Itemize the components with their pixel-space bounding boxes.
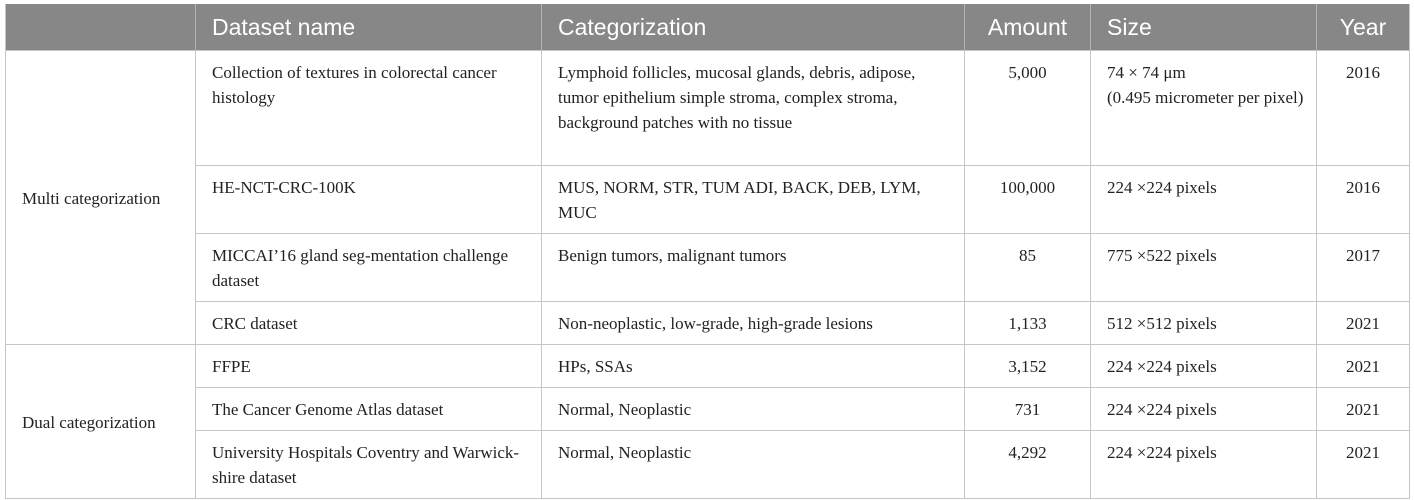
amount-cell: 85	[965, 234, 1091, 302]
table-row	[6, 234, 1410, 302]
header-year: Year	[1317, 4, 1410, 51]
categorization-cell: HPs, SSAs	[542, 345, 965, 388]
header-row	[6, 4, 1410, 51]
table-row	[6, 51, 1410, 166]
size-value: 74 × 74 μm	[1107, 63, 1186, 82]
group-label: Dual categorization	[6, 345, 196, 499]
size-cell: 775 ×522 pixels	[1091, 234, 1317, 302]
year-cell: 2017	[1317, 234, 1410, 302]
year-cell: 2021	[1317, 302, 1410, 345]
categorization-cell: Benign tumors, malignant tumors	[542, 234, 965, 302]
categorization-cell: Non-neoplastic, low-grade, high-grade lesions	[542, 302, 965, 345]
header-categorization: Categorization	[542, 4, 965, 51]
year-cell: 2016	[1317, 51, 1410, 166]
group-label: Multi categorization	[6, 51, 196, 345]
header-dataset-name: Dataset name	[196, 4, 542, 51]
year-cell: 2021	[1317, 431, 1410, 499]
dataset-name-cell: CRC dataset	[196, 302, 542, 345]
table-row	[6, 302, 1410, 345]
size-cell: 224 ×224 pixels	[1091, 345, 1317, 388]
table-row	[6, 345, 1410, 388]
year-cell: 2021	[1317, 345, 1410, 388]
size-cell: 512 ×512 pixels	[1091, 302, 1317, 345]
year-cell: 2016	[1317, 166, 1410, 234]
year-cell: 2021	[1317, 388, 1410, 431]
amount-cell: 3,152	[965, 345, 1091, 388]
dataset-name-cell: FFPE	[196, 345, 542, 388]
dataset-name-cell: University Hospitals Coventry and Warwick-shire dataset	[196, 431, 542, 499]
categorization-cell: Lymphoid follicles, mucosal glands, debris, adipose, tumor epithelium simple stroma, complex stroma, background patches with no tissue	[542, 51, 965, 166]
table-row	[6, 388, 1410, 431]
table-row	[6, 166, 1410, 234]
dataset-name-cell: HE-NCT-CRC-100K	[196, 166, 542, 234]
size-note: (0.495 micrometer per pixel)	[1107, 88, 1304, 107]
categorization-cell: Normal, Neoplastic	[542, 431, 965, 499]
size-cell	[1091, 51, 1317, 166]
amount-cell: 731	[965, 388, 1091, 431]
amount-cell: 1,133	[965, 302, 1091, 345]
size-cell: 224 ×224 pixels	[1091, 431, 1317, 499]
dataset-name-cell: The Cancer Genome Atlas dataset	[196, 388, 542, 431]
categorization-cell: MUS, NORM, STR, TUM ADI, BACK, DEB, LYM, MUC	[542, 166, 965, 234]
header-group	[6, 4, 196, 51]
datasets-table	[5, 4, 1410, 499]
dataset-name-cell: Collection of textures in colorectal cancer histology	[196, 51, 542, 166]
size-cell: 224 ×224 pixels	[1091, 166, 1317, 234]
amount-cell: 5,000	[965, 51, 1091, 166]
categorization-cell: Normal, Neoplastic	[542, 388, 965, 431]
dataset-name-cell: MICCAI’16 gland seg-mentation challenge dataset	[196, 234, 542, 302]
amount-cell: 4,292	[965, 431, 1091, 499]
header-amount: Amount	[965, 4, 1091, 51]
amount-cell: 100,000	[965, 166, 1091, 234]
table-row	[6, 431, 1410, 499]
size-cell: 224 ×224 pixels	[1091, 388, 1317, 431]
header-size: Size	[1091, 4, 1317, 51]
